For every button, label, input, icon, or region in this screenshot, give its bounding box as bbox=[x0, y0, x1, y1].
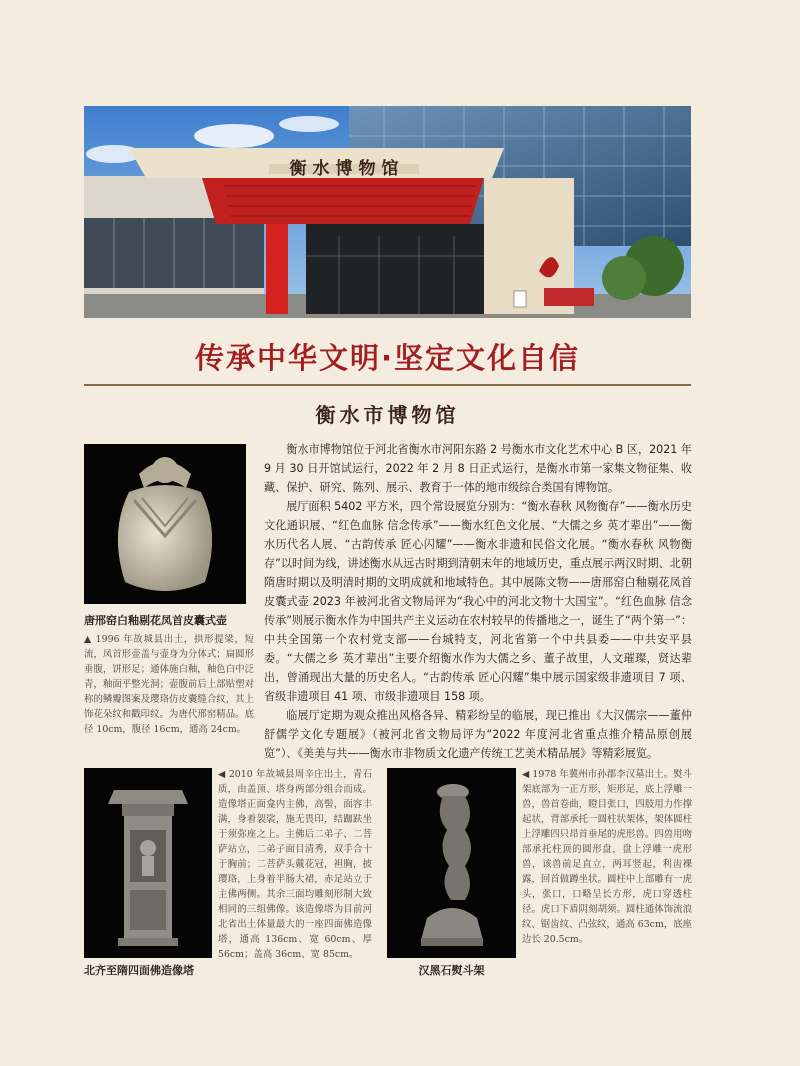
page-subtitle: 衡水市博物馆 bbox=[315, 403, 460, 427]
title-divider bbox=[84, 384, 691, 386]
description-text: 1978 年冀州市孙郡李汉墓出土。熨斗架底部为一正方形，矩形足，底上浮雕一兽，兽首卷曲，瞪目张口，四肢用力作撑起状，背部承托一圆柱状架体，架体圆柱上浮雕四只昂首垂尾的虎形兽。四兽用吻部承托柱顶的圆形盘，盘上浮雕一虎形兽，该兽前足直立，两耳竖起，利齿裸露，回首做蹲坐状。圆柱中上部雕有一虎头，张口，口略呈长方形，虎口穿透柱径。虎口下盾阴刻胡须。圆柱通体饰流浪纹、锯齿纹、凸弦纹，通高 63cm，底座边长 20.5cm。 bbox=[522, 769, 693, 945]
page-title: 传承中华文明·坚定文化自信 bbox=[194, 341, 581, 375]
artifact-description-iron-stand bbox=[522, 767, 692, 947]
triangle-left-icon: ◀ bbox=[218, 769, 226, 780]
triangle-up-icon: ▲ bbox=[84, 634, 92, 645]
artifact-photo-stupa bbox=[84, 768, 212, 958]
body-paragraph: 临展厅定期为观众推出风格各异、精彩纷呈的临展，现已推出《大汉儒宗——董仲舒儒学文化专题展》（被河北省文物局评为“2022 年度河北省重点推介精品原创展览”）、《美美与共——衡水市非物质文化遗产传统工艺美术精品展》等精彩展览。 bbox=[264, 709, 692, 760]
body-paragraph: 展厅面积 5402 平方米，四个常设展览分别为：“衡水春秋 风物衡存”——衡水历史文化通识展、“红色血脉 信念传承”——衡水红色文化展、“大儒之乡 英才辈出”——衡水历代名人展、“古韵传承 匠心闪耀”——衡水非遗和民俗文化展。“衡水春秋 风物衡存”以时间为线，讲述衡水从远古时期到清朝末年的地域历史，重点展示两汉时期、北朝隋唐时期以及明清时期的文明成就和地域特色。其中展陈文物——唐邢窑白釉剔花凤首皮囊式壶 2023 年被河北省文物局评为“我心中的河北文物十大国宝”。“红色血脉 信念传承”则展示衡水作为中国共产主义运动在农村较早的传播地之一，诞生了“两个第一”：中共全国第一个农村党支部——台城特支，河北省第一个中共县委——中共安平县委。“大儒之乡 英才辈出”主要介绍衡水作为大儒之乡、董子故里，人文璀璨，贤达辈出，曾涌现出大量的历史名人。“古韵传承 匠心闪耀”集中展示国家级非遗项目 7 项、省级非遗项目 41 项、市级非遗项目 158 项。 bbox=[264, 500, 692, 703]
triangle-left-icon: ◀ bbox=[522, 769, 530, 780]
article-body bbox=[264, 440, 692, 763]
artifact-caption-iron-stand: 汉黑石熨斗架 bbox=[418, 964, 485, 977]
body-paragraph: 衡水市博物馆位于河北省衡水市河阳东路 2 号衡水市文化艺术中心 B 区，2021 年 9 月 30 日开馆试运行，2022 年 2 月 8 日正式运行，是衡水市第一家集文物征集、收藏、保护、研究、陈列、展示、教育于一体的地市级综合类国有博物馆。 bbox=[264, 443, 692, 494]
museum-sign: 衡水博物馆 bbox=[289, 159, 405, 179]
description-text: 1996 年故城县出土，拱形提梁，短流，凤首形壶盖与壶身为分体式；扁圆形垂腹，饼形足；通体施白釉，釉色白中泛青，釉面平整光洞；壶腹前后上部贴塑对称的鳞瓣图案及璎珞仿皮囊缝合纹，其上饰花朵纹和戳印纹。为唐代邢窑精品。底径 10cm，腹径 16cm，通高 24cm。 bbox=[84, 634, 254, 735]
artifact-photo-iron-stand bbox=[387, 768, 516, 958]
museum-photo bbox=[84, 106, 691, 318]
artifact-photo-ewer bbox=[84, 444, 246, 604]
description-text: 2010 年故城县周辛庄出土，青石质，由盖顶、塔身两部分组合而成。造像塔正面龛内主佛，高髻，面容丰满，身着袈裟，施无畏印，结跏趺坐于须弥座之上。主佛后二弟子、二菩萨站立，二弟子面目清秀，双手合十于胸前；二菩萨头戴花冠，袒胸，披璎珞，上身着半肠大裙，赤足站立于主佛两侧。其余三面均雕刻形制大致相同的三组佛像。该造像塔为目前河北省出土体量最大的一座四面佛造像塔，通高 136cm、宽 60cm、厚 56cm；盖高 36cm、宽 85cm。 bbox=[218, 769, 373, 960]
artifact-description-stupa bbox=[218, 767, 372, 962]
artifact-description-ewer bbox=[84, 632, 254, 737]
artifact-caption-ewer: 唐邢窑白釉剔花凤首皮囊式壶 bbox=[84, 614, 227, 627]
artifact-caption-stupa: 北齐至隋四面佛造像塔 bbox=[84, 964, 194, 977]
